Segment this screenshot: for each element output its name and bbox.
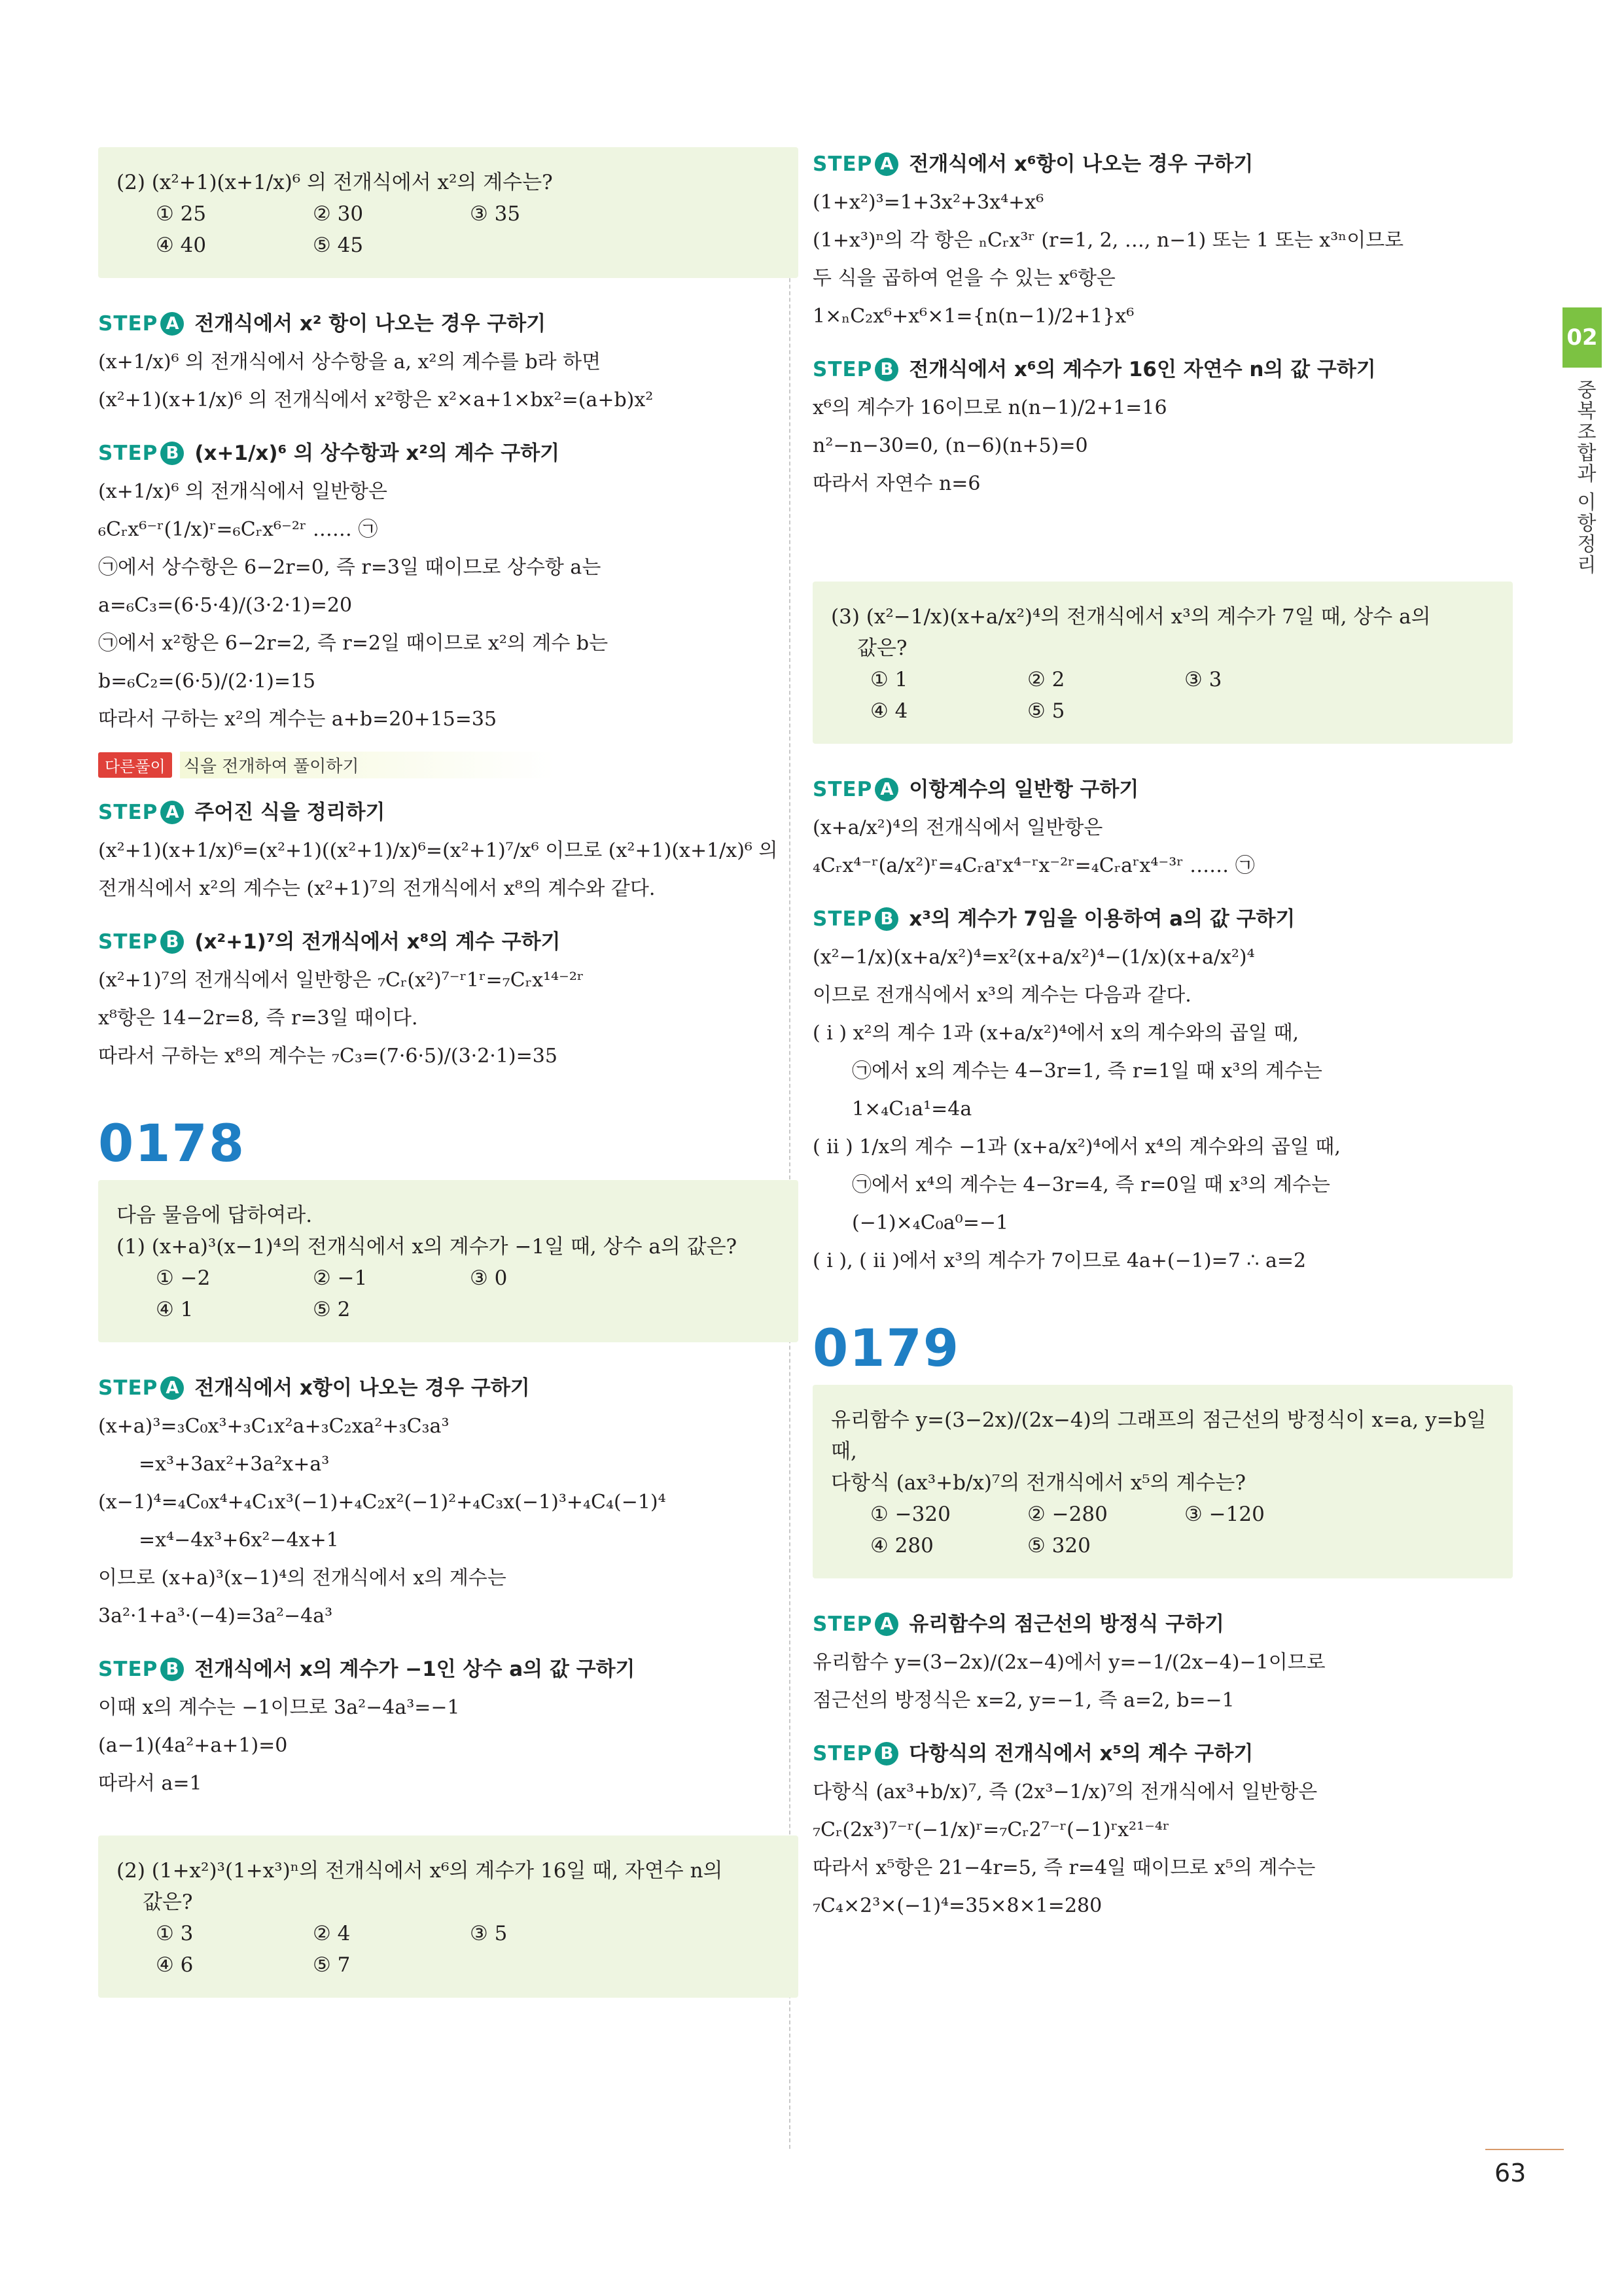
choice-1: ① −320 xyxy=(870,1503,951,1526)
step-label: STEP xyxy=(813,778,873,801)
solution-line: 이때 x의 계수는 −1이므로 3a²−4a³=−1 xyxy=(98,1696,460,1719)
step-title: x³의 계수가 7임을 이용하여 a의 값 구하기 xyxy=(909,907,1296,931)
solution-line: (x²−1/x)(x+a/x²)⁴=x²(x+a/x²)⁴−(1/x)(x+a/x²)⁴ xyxy=(813,946,1255,969)
choice-2: ② 2 xyxy=(1027,668,1065,691)
step-a-heading xyxy=(813,773,1513,803)
solution-line: ₄Cᵣx⁴⁻ʳ(a/x²)ʳ=₄Cᵣaʳx⁴⁻ʳx⁻²ʳ=₄Cᵣaʳx⁴⁻³ʳ …… ㉠ xyxy=(813,854,1255,877)
question-box-0178-2 xyxy=(98,1835,798,1998)
alternative-solution-header xyxy=(98,752,798,778)
step-a-heading xyxy=(813,1607,1513,1637)
choice-4: ④ 280 xyxy=(870,1534,934,1557)
choice-4: ④ 6 xyxy=(156,1953,194,1977)
choice-4: ④ 40 xyxy=(156,234,207,257)
answer-choices xyxy=(116,1918,780,1981)
solution-line: (1+x³)ⁿ의 각 항은 ₙCᵣx³ʳ (r=1, 2, …, n−1) 또는 1 또는 x³ⁿ이므로 xyxy=(813,229,1404,252)
solution-line: x⁸항은 14−2r=8, 즉 r=3일 때이다. xyxy=(98,1007,418,1030)
solution-line: ( i ), ( ii )에서 x³의 계수가 7이므로 4a+(−1)=7 ∴ a=2 xyxy=(813,1249,1307,1272)
solution-line: =x³+3ax²+3a²x+a³ xyxy=(139,1453,330,1476)
solution-line: ₆Cᵣx⁶⁻ʳ(1/x)ʳ=₆Cᵣx⁶⁻²ʳ …… ㉠ xyxy=(98,518,378,541)
solution-line: ( ii ) 1/x의 계수 −1과 (x+a/x²)⁴에서 x⁴의 계수와의 곱일 때, xyxy=(813,1136,1341,1158)
choice-5: ⑤ 320 xyxy=(1027,1534,1091,1557)
solution-line: (x²+1)⁷의 전개식에서 일반항은 ₇Cᵣ(x²)⁷⁻ʳ1ʳ=₇Cᵣx¹⁴⁻²ʳ xyxy=(98,969,584,992)
solution-line: (x+1/x)⁶ 의 전개식에서 상수항을 a, x²의 계수를 b라 하면 xyxy=(98,351,601,374)
step-title: 다항식의 전개식에서 x⁵의 계수 구하기 xyxy=(909,1742,1254,1765)
step-a-badge: A xyxy=(875,152,898,176)
question-box-0178-3 xyxy=(813,582,1513,744)
step-label: STEP xyxy=(98,1658,158,1681)
step-label: STEP xyxy=(813,358,873,381)
step-label: STEP xyxy=(813,907,873,931)
step-title: 유리함수의 점근선의 방정식 구하기 xyxy=(909,1612,1224,1636)
choice-1: ① 3 xyxy=(156,1922,194,1945)
page-number: 63 xyxy=(1494,2159,1527,2187)
step-title: 전개식에서 x항이 나오는 경우 구하기 xyxy=(194,1376,530,1400)
choice-5: ⑤ 45 xyxy=(313,234,364,257)
solution-line: 따라서 자연수 n=6 xyxy=(813,472,981,495)
step-b-heading xyxy=(98,925,798,955)
solution-line: 따라서 구하는 x⁸의 계수는 ₇C₃=(7·6·5)/(3·2·1)=35 xyxy=(98,1045,557,1068)
solution-line: a=₆C₃=(6·5·4)/(3·2·1)=20 xyxy=(98,594,353,617)
solution-line: 두 식을 곱하여 얻을 수 있는 x⁶항은 xyxy=(813,267,1116,290)
step-title: 전개식에서 x⁶의 계수가 16인 자연수 n의 값 구하기 xyxy=(909,358,1376,381)
step-b-badge: B xyxy=(875,907,898,931)
choice-3: ③ 35 xyxy=(470,202,521,226)
problem-number: 0179 xyxy=(813,1319,961,1378)
step-title: (x²+1)⁷의 전개식에서 x⁸의 계수 구하기 xyxy=(194,930,561,954)
choice-3: ③ 0 xyxy=(470,1266,508,1290)
choice-5: ⑤ 5 xyxy=(1027,699,1065,723)
choice-4: ④ 1 xyxy=(156,1298,194,1321)
alternative-title: 식을 전개하여 풀이하기 xyxy=(180,752,556,778)
solution-line: (x+1/x)⁶ 의 전개식에서 일반항은 xyxy=(98,480,388,503)
solution-line: 1×₄C₁a¹=4a xyxy=(852,1098,972,1121)
question-text-cont: 값은? xyxy=(143,1890,193,1914)
chapter-label: 중복조합과 이항정리 xyxy=(1573,379,1596,576)
solution-line: b=₆C₂=(6·5)/(2·1)=15 xyxy=(98,670,316,693)
solution-line: (x+a/x²)⁴의 전개식에서 일반항은 xyxy=(813,816,1103,839)
step-a-badge: A xyxy=(875,778,898,801)
choice-3: ③ 3 xyxy=(1184,668,1222,691)
solution-line: ₇C₄×2³×(−1)⁴=35×8×1=280 xyxy=(813,1894,1103,1917)
solution-line: ㉠에서 x²항은 6−2r=2, 즉 r=2일 때이므로 x²의 계수 b는 xyxy=(98,632,609,655)
solution-line: 점근선의 방정식은 x=2, y=−1, 즉 a=2, b=−1 xyxy=(813,1689,1235,1712)
answer-choices xyxy=(116,1262,780,1325)
answer-choices xyxy=(831,664,1494,727)
question-text: (2) (1+x²)³(1+x³)ⁿ의 전개식에서 x⁶의 계수가 16일 때, 자연수 n의 xyxy=(116,1859,723,1883)
right-column xyxy=(813,147,1513,1925)
answer-choices xyxy=(116,198,780,261)
step-label: STEP xyxy=(813,1742,873,1765)
step-label: STEP xyxy=(98,442,158,465)
solution-line: 전개식에서 x²의 계수는 (x²+1)⁷의 전개식에서 x⁸의 계수와 같다. xyxy=(98,877,656,900)
question-text: 유리함수 y=(3−2x)/(2x−4)의 그래프의 점근선의 방정식이 x=a, y=b일 때, xyxy=(831,1408,1487,1463)
step-b-heading xyxy=(98,436,798,466)
solution-line: (x+a)³=₃C₀x³+₃C₁x²a+₃C₂xa²+₃C₃a³ xyxy=(98,1415,450,1438)
solution-line: x⁶의 계수가 16이므로 n(n−1)/2+1=16 xyxy=(813,396,1167,419)
step-title: 전개식에서 x⁶항이 나오는 경우 구하기 xyxy=(909,152,1254,176)
question-box-0178-1 xyxy=(98,1180,798,1342)
choice-5: ⑤ 2 xyxy=(313,1298,351,1321)
solution-line: 1×ₙC₂x⁶+x⁶×1={n(n−1)/2+1}x⁶ xyxy=(813,305,1135,328)
solution-line: 유리함수 y=(3−2x)/(2x−4)에서 y=−1/(2x−4)−1이므로 xyxy=(813,1651,1326,1674)
solution-line: (x²+1)(x+1/x)⁶ 의 전개식에서 x²항은 x²×a+1×bx²=(a+b)x² xyxy=(98,389,654,411)
question-text-cont: 값은? xyxy=(857,636,908,660)
question-text: (3) (x²−1/x)(x+a/x²)⁴의 전개식에서 x³의 계수가 7일 때, 상수 a의 xyxy=(831,605,1431,629)
question-text: (2) (x²+1)(x+1/x)⁶ 의 전개식에서 x²의 계수는? xyxy=(116,171,553,194)
step-a-heading xyxy=(98,307,798,337)
solution-line: (x−1)⁴=₄C₀x⁴+₄C₁x³(−1)+₄C₂x²(−1)²+₄C₃x(−1)³+₄C₄(−1)⁴ xyxy=(98,1491,666,1514)
solution-line: 이므로 전개식에서 x³의 계수는 다음과 같다. xyxy=(813,984,1192,1007)
question-box-0177-2 xyxy=(98,147,798,278)
choice-1: ① 25 xyxy=(156,202,207,226)
answer-choices xyxy=(831,1499,1494,1561)
step-title: 전개식에서 x² 항이 나오는 경우 구하기 xyxy=(194,312,546,336)
choice-4: ④ 4 xyxy=(870,699,908,723)
step-b-badge: B xyxy=(875,1742,898,1765)
problem-number: 0178 xyxy=(98,1115,246,1174)
question-text: (1) (x+a)³(x−1)⁴의 전개식에서 x의 계수가 −1일 때, 상수 a의 값은? xyxy=(116,1235,737,1259)
choice-2: ② 30 xyxy=(313,202,364,226)
left-column xyxy=(98,147,798,2026)
step-b-heading xyxy=(813,353,1513,383)
choice-1: ① 1 xyxy=(870,668,908,691)
solution-line: 따라서 x⁵항은 21−4r=5, 즉 r=4일 때이므로 x⁵의 계수는 xyxy=(813,1856,1316,1879)
step-a-heading xyxy=(98,795,798,826)
step-b-badge: B xyxy=(875,358,898,381)
step-label: STEP xyxy=(98,801,158,824)
question-box-0179 xyxy=(813,1385,1513,1578)
solution-line: ㉠에서 x의 계수는 4−3r=1, 즉 r=1일 때 x³의 계수는 xyxy=(852,1060,1322,1083)
step-b-heading xyxy=(813,902,1513,932)
step-label: STEP xyxy=(98,312,158,336)
solution-line: ₇Cᵣ(2x³)⁷⁻ʳ(−1/x)ʳ=₇Cᵣ2⁷⁻ʳ(−1)ʳx²¹⁻⁴ʳ xyxy=(813,1818,1170,1841)
chapter-tab: 02 xyxy=(1562,307,1602,368)
step-b-heading xyxy=(813,1737,1513,1767)
step-b-badge: B xyxy=(160,930,184,954)
choice-1: ① −2 xyxy=(156,1266,211,1290)
solution-line: (a−1)(4a²+a+1)=0 xyxy=(98,1734,288,1757)
choice-5: ⑤ 7 xyxy=(313,1953,351,1977)
question-text-cont: 다항식 (ax³+b/x)⁷의 전개식에서 x⁵의 계수는? xyxy=(831,1471,1246,1495)
solution-line: 이므로 (x+a)³(x−1)⁴의 전개식에서 x의 계수는 xyxy=(98,1567,506,1590)
step-b-heading xyxy=(98,1652,798,1682)
choice-2: ② −1 xyxy=(313,1266,368,1290)
step-title: 주어진 식을 정리하기 xyxy=(194,801,385,824)
solution-line: =x⁴−4x³+6x²−4x+1 xyxy=(139,1529,339,1552)
step-label: STEP xyxy=(813,152,873,176)
solution-line: (−1)×₄C₀a⁰=−1 xyxy=(852,1211,1009,1234)
step-title: 전개식에서 x의 계수가 −1인 상수 a의 값 구하기 xyxy=(194,1658,635,1681)
solution-line: 따라서 구하는 x²의 계수는 a+b=20+15=35 xyxy=(98,708,497,731)
choice-3: ③ −120 xyxy=(1184,1503,1265,1526)
choice-2: ② −280 xyxy=(1027,1503,1108,1526)
solution-line: ㉠에서 x⁴의 계수는 4−3r=4, 즉 r=0일 때 x³의 계수는 xyxy=(852,1174,1330,1196)
step-a-heading xyxy=(98,1371,798,1401)
step-b-badge: B xyxy=(160,1658,184,1681)
choice-2: ② 4 xyxy=(313,1922,351,1945)
step-a-heading xyxy=(813,147,1513,177)
step-b-badge: B xyxy=(160,442,184,465)
step-title: (x+1/x)⁶ 의 상수항과 x²의 계수 구하기 xyxy=(194,442,560,465)
solution-line: ( i ) x²의 계수 1과 (x+a/x²)⁴에서 x의 계수와의 곱일 때, xyxy=(813,1022,1299,1045)
solution-line: n²−n−30=0, (n−6)(n+5)=0 xyxy=(813,434,1088,457)
step-label: STEP xyxy=(98,930,158,954)
solution-line: ㉠에서 상수항은 6−2r=0, 즉 r=3일 때이므로 상수항 a는 xyxy=(98,556,601,579)
step-a-badge: A xyxy=(160,801,184,824)
step-title: 이항계수의 일반항 구하기 xyxy=(909,778,1139,801)
step-a-badge: A xyxy=(160,312,184,336)
step-label: STEP xyxy=(98,1376,158,1400)
step-label: STEP xyxy=(813,1612,873,1636)
solution-line: 3a²·1+a³·(−4)=3a²−4a³ xyxy=(98,1605,333,1627)
solution-line: 다항식 (ax³+b/x)⁷, 즉 (2x³−1/x)⁷의 전개식에서 일반항은 xyxy=(813,1781,1318,1803)
solution-line: 따라서 a=1 xyxy=(98,1772,202,1795)
choice-3: ③ 5 xyxy=(470,1922,508,1945)
solution-line: (x²+1)(x+1/x)⁶=(x²+1)((x²+1)/x)⁶=(x²+1)⁷/x⁶ 이므로 (x²+1)(x+1/x)⁶ 의 xyxy=(98,839,778,862)
step-a-badge: A xyxy=(160,1376,184,1400)
step-a-badge: A xyxy=(875,1612,898,1636)
alternative-badge: 다른풀이 xyxy=(98,752,172,778)
solution-line: (1+x²)³=1+3x²+3x⁴+x⁶ xyxy=(813,191,1044,214)
question-intro: 다음 물음에 답하여라. xyxy=(116,1204,313,1227)
page-number-rule xyxy=(1485,2149,1564,2150)
